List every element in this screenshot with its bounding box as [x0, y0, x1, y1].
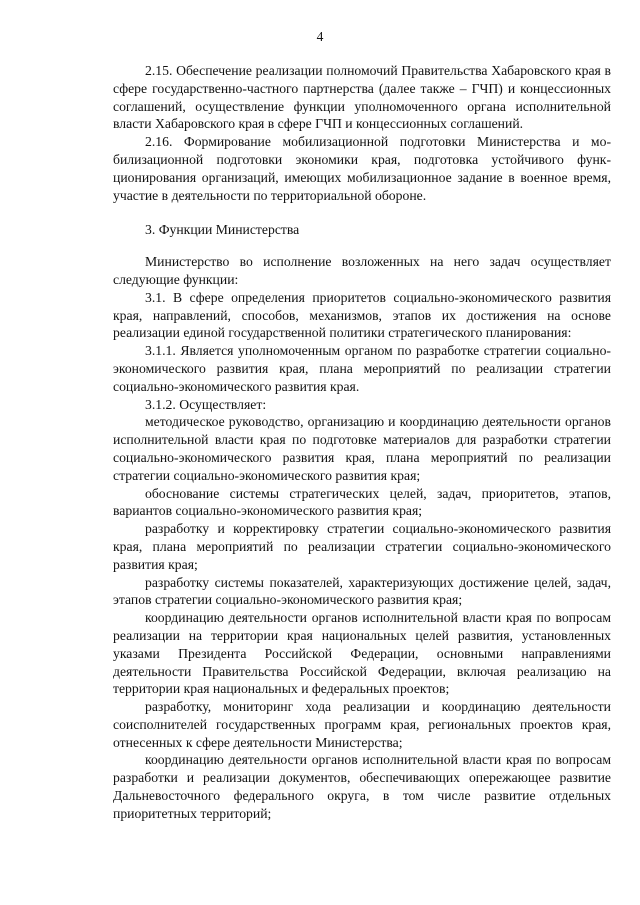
page-number: 4	[316, 29, 324, 44]
paragraph-2-15: 2.15. Обеспечение реализации полномочий Правительства Хабаровского края в сфере государственно-частного партнерства (далее также – ГЧП) и концессионных соглашений, осуществление функции уполномоченного органа исполнительной власти Хабаровского края в сфере ГЧП и концессионных соглашений.	[113, 63, 611, 132]
paragraph-3-1: 3.1. В сфере определения приоритетов социально-экономического развития края, направлений, способов, механизмов, этапов их достижения на основе реализации единой государственной политики стратегического планирования:	[113, 289, 611, 341]
list-item-indicator-system: разработку системы показателей, характеризующих достижение целей, задач, этапов стратегии социально-экономического развития края;	[113, 574, 611, 608]
section-heading: 3. Функции Министерства	[145, 222, 300, 238]
paragraph-2-16: 2.16. Формирование мобилизационной подготовки Министерства и мобилизационной подготовки экономики края, подготовка устойчивого функционирования организаций, имеющих мобилизационное задание в военное время, участие в деятельности по территориальной обороне.	[113, 134, 611, 203]
list-item-strategic-goals: обоснование системы стратегических целей, задач, приоритетов, этапов, вариантов социально-экономического развития края;	[113, 485, 611, 519]
paragraph-3-1-1: 3.1.1. Является уполномоченным органом по разработке стратегии социально-экономического развития края, плана мероприятий по реализации стратегии социально-экономического развития края.	[113, 343, 611, 394]
list-item-state-programs: разработку, мониторинг хода реализации и координацию деятельности соисполнителей государственных программ края, региональных проектов края, отнесенных к сфере деятельности Министерства;	[113, 699, 611, 750]
list-item-methodical-guidance: методическое руководство, организацию и координацию деятельности органов исполнительной власти края по подготовке материалов для разработки стратегии социально-экономического развития края, плана мероприятий по реализации стратегии социально-экономического развития края;	[113, 414, 611, 483]
document-body	[113, 62, 611, 823]
paragraph-3-1-2: 3.1.2. Осуществляет:	[145, 396, 267, 412]
list-item-strategy-development: разработку и корректировку стратегии социально-экономического развития края, плана мероприятий по реализации стратегии социально-экономического развития края;	[113, 521, 611, 572]
paragraph-intro: Министерство во исполнение возложенных на него задач осуществляет следующие функции:	[113, 254, 611, 287]
list-item-national-goals-coordination: координацию деятельности органов исполнительной власти края по вопросам реализации на территории края национальных целей развития, установленных указами Президента Российской Федерации, основными направлениями деятельности Правительства Российской Федерации, включая реализацию на территории края национальных и федеральных проектов;	[113, 610, 611, 697]
list-item-far-east-development: координацию деятельности органов исполнительной власти края по вопросам разработки и реализации документов, обеспечивающих опережающее развитие Дальневосточного федерального округа, в том числе развитие отдельных приоритетных территорий;	[113, 752, 611, 821]
